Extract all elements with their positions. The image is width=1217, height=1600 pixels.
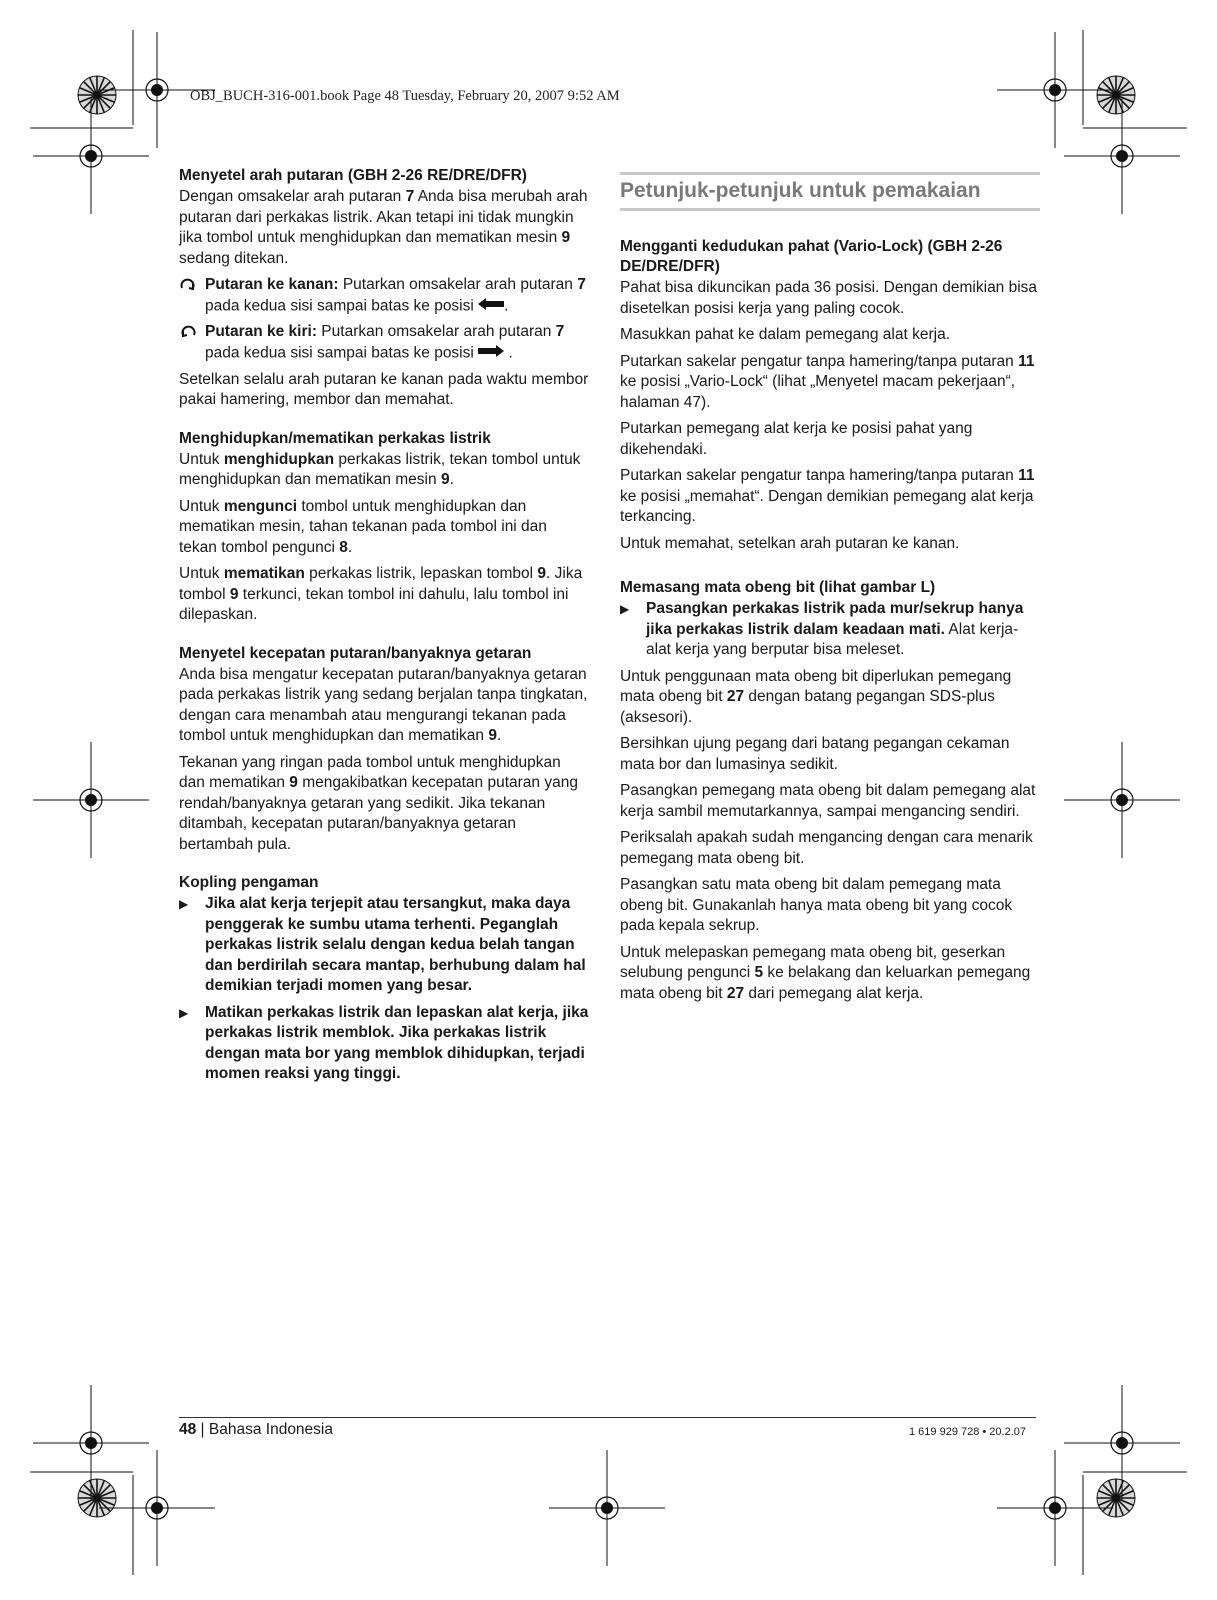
crosshair-left-middle: [33, 742, 149, 858]
paragraph: Untuk memahat, setelkan arah putaran ke kanan.: [620, 534, 960, 552]
section-title: Petunjuk-petunjuk untuk pemakaian: [620, 172, 1040, 211]
star-mark-bottom-left: [78, 1479, 116, 1517]
crosshair-left-lower: [33, 1385, 149, 1501]
heading-safety-clutch: Kopling pengaman: [179, 874, 319, 892]
footer-rule: [179, 1417, 1036, 1418]
crosshair-bottom-right: [997, 1450, 1113, 1566]
paragraph: Pahat bisa dikuncikan pada 36 posisi. Dengan demikian bisa disetelkan posisi kerja yang paling cocok.: [620, 279, 1038, 317]
heading-on-off: Menghidupkan/mematikan perkakas listrik: [179, 429, 491, 447]
counterclockwise-rotation-icon: [179, 322, 205, 363]
star-mark-top-right: [1097, 76, 1135, 114]
crosshair-right-upper: [1064, 98, 1180, 214]
rotation-left-item: Putaran ke kiri: Putarkan omsakelar arah putaran 7 pada kedua sisi sampai batas ke posisi .: [179, 322, 589, 363]
paragraph: Putarkan sakelar pengatur tanpa hamering/tanpa putaran 11 ke posisi „Vario-Lock“ (lihat „Menyetel macam pekerjaan“, halaman 47).: [620, 352, 1035, 411]
paragraph: Untuk melepaskan pemegang mata obeng bit, geserkan selubung pengunci 5 ke belakang dan keluarkan pemegang mata obeng bit 27 dari pemegang alat kerja.: [620, 943, 1031, 1002]
paragraph: Setelkan selalu arah putaran ke kanan pada waktu membor pakai hamering, membor dan memahat.: [179, 370, 589, 409]
paragraph: Dengan omsakelar arah putaran 7 Anda bisa merubah arah putaran dari perkakas listrik. Akan tetapi ini tidak mungkin jika tombol untuk menghidupkan dan mematikan mesin 9 sedang ditekan.: [179, 188, 588, 267]
right-column: [620, 166, 1040, 1010]
crosshair-right-middle: [1064, 742, 1180, 858]
paragraph: Bersihkan ujung pegang dari batang pegangan cekaman mata bor dan lumasinya sedikit.: [620, 735, 1010, 773]
arrow-left-icon: [478, 296, 504, 317]
triangle-bullet-icon: ▶: [179, 897, 189, 912]
print-header: OBJ_BUCH-316-001.book Page 48 Tuesday, February 20, 2007 9:52 AM: [190, 88, 620, 104]
star-mark-top-left: [78, 76, 116, 114]
paragraph: Anda bisa mengatur kecepatan putaran/banyaknya getaran pada perkakas listrik yang sedang berjalan tanpa tingkatan, dengan cara menambah atau mengurangi tekanan pada tombol untuk menghidupkan dan mematikan 9.: [179, 665, 588, 745]
heading-screwdriver-bit: Memasang mata obeng bit (lihat gambar L): [620, 579, 936, 596]
clockwise-rotation-icon: [179, 275, 205, 316]
crosshair-bottom-center: [549, 1450, 665, 1566]
page-number: 48: [179, 1421, 197, 1438]
heading-rotation-direction: Menyetel arah putaran (GBH 2-26 RE/DRE/DFR): [179, 167, 527, 184]
paragraph: Pasangkan satu mata obeng bit dalam pemegang mata obeng bit. Gunakanlah hanya mata obeng bit yang cocok pada kepala sekrup.: [620, 876, 1013, 934]
paragraph: Untuk menghidupkan perkakas listrik, tekan tombol untuk menghidupkan dan mematikan mesin 9.: [179, 450, 581, 489]
star-mark-bottom-right: [1097, 1479, 1135, 1517]
paragraph: Untuk mematikan perkakas listrik, lepaskan tombol 9. Jika tombol 9 terkunci, tekan tombol ini dahulu, lalu tombol ini dilepaskan.: [179, 565, 583, 624]
paragraph: Masukkan pahat ke dalam pemegang alat kerja.: [620, 326, 951, 343]
footer-page-label: 48 | Bahasa Indonesia: [179, 1421, 333, 1438]
warning-bullet: ▶ Pasangkan perkakas listrik pada mur/sekrup hanya jika perkakas listrik dalam keadaan mati. Alat kerja-alat kerja yang berputar bisa meleset.: [620, 599, 1040, 661]
crosshair-top-right: [997, 32, 1113, 148]
warning-bullet: ▶ Jika alat kerja terjepit atau tersangkut, maka daya penggerak ke sumbu utama terhenti. Peganglah perkakas listrik selalu dengan kedua belah tangan dan berdirilah secara mantap, berhubung dalam hal demikian terjadi momen yang besar.: [179, 894, 589, 997]
heading-speed: Menyetel kecepatan putaran/banyaknya getaran: [179, 644, 532, 662]
arrow-right-icon: [478, 343, 504, 364]
paragraph: Periksalah apakah sudah mengancing dengan cara menarik pemegang mata obeng bit.: [620, 829, 1033, 867]
left-column: [179, 166, 589, 1091]
crosshair-right-lower: [1064, 1385, 1180, 1501]
paragraph: Untuk penggunaan mata obeng bit diperlukan pemegang mata obeng bit 27 dengan batang pegangan SDS-plus (aksesori).: [620, 667, 1012, 726]
footer-doc-code: 1 619 929 728 • 20.2.07: [909, 1426, 1027, 1438]
heading-vario-lock: Mengganti kedudukan pahat (Vario-Lock) (GBH 2-26 DE/DRE/DFR): [620, 238, 1003, 275]
warning-bullet: ▶ Matikan perkakas listrik dan lepaskan alat kerja, jika perkakas listrik memblok. Jika perkakas listrik dengan mata bor yang memblok dihidupkan, terjadi momen reaksi yang tinggi.: [179, 1003, 589, 1085]
paragraph: Pasangkan pemegang mata obeng bit dalam pemegang alat kerja sambil memutarkannya, sampai mengancing sendiri.: [620, 782, 1036, 820]
rotation-right-item: Putaran ke kanan: Putarkan omsakelar arah putaran 7 pada kedua sisi sampai batas ke posisi .: [179, 275, 589, 316]
triangle-bullet-icon: ▶: [179, 1005, 189, 1020]
crosshair-bottom-left: [99, 1450, 215, 1566]
paragraph: Tekanan yang ringan pada tombol untuk menghidupkan dan mematikan 9 mengakibatkan kecepatan putaran yang rendah/banyaknya getaran yang sedikit. Jika tekanan ditambah, kecepatan putaran/banyaknya getaran bertambah pula.: [179, 753, 578, 853]
triangle-bullet-icon: ▶: [620, 602, 630, 616]
paragraph: Putarkan sakelar pengatur tanpa hamering/tanpa putaran 11 ke posisi „memahat“. Dengan demikian pemegang alat kerja terkancing.: [620, 467, 1035, 525]
paragraph: Untuk mengunci tombol untuk menghidupkan dan mematikan mesin, tahan tekanan pada tombol ini dan tekan tombol pengunci 8.: [179, 497, 547, 556]
crosshair-left-upper: [33, 98, 149, 214]
paragraph: Putarkan pemegang alat kerja ke posisi pahat yang dikehendaki.: [620, 420, 973, 458]
